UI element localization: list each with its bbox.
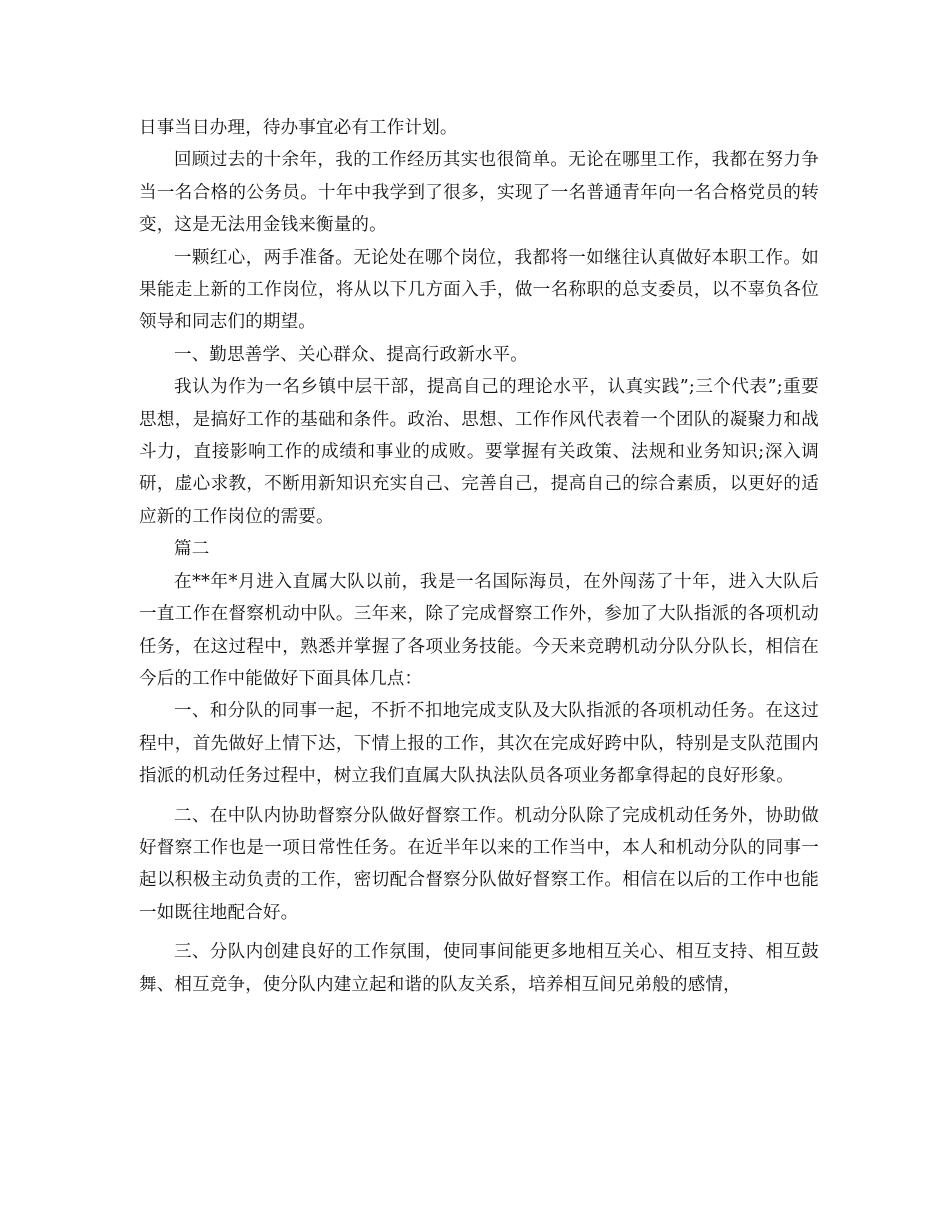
paragraph-8: 一、和分队的同事一起，不折不扣地完成支队及大队指派的各项机动任务。在这过程中，首先做好上情下达，下情上报的工作，其次在完成好跨中队，特别是支队范围内指派的机动任务过程中，树立我们直属大队执法队员各项业务都拿得起的良好形象。 xyxy=(139,701,819,787)
paragraph-4-heading: 一、勤思善学、关心群众、提高行政新水平。 xyxy=(174,344,528,365)
document-body xyxy=(139,112,819,1001)
paragraph-7: 在**年*月进入直属大队以前，我是一名国际海员，在外闯荡了十年，进入大队后一直工作在督察机动中队。三年来，除了完成督察工作外，参加了大队指派的各项机动任务，在这过程中，熟悉并掌握了各项业务技能。今天来竞聘机动分队分队长，相信在今后的工作中能做好下面具体几点： xyxy=(139,571,819,689)
paragraph-3: 一颗红心，两手准备。无论处在哪个岗位，我都将一如继往认真做好本职工作。如果能走上新的工作岗位，将从以下几方面入手，做一名称职的总支委员，以不辜负各位领导和同志们的期望。 xyxy=(139,247,819,333)
paragraph-5: 我认为作为一名乡镇中层干部，提高自己的理论水平，认真实践”;三个代表”;重要思想，是搞好工作的基础和条件。政治、思想、工作作风代表着一个团队的凝聚力和战斗力，直接影响工作的成绩和事业的成败。要掌握有关政策、法规和业务知识;深入调研，虚心求教，不断用新知识充实自己、完善自己，提高自己的综合素质，以更好的适应新的工作岗位的需要。 xyxy=(139,377,819,527)
paragraph-9: 二、在中队内协助督察分队做好督察工作。机动分队除了完成机动任务外，协助做好督察工作也是一项日常性任务。在近半年以来的工作当中，本人和机动分队的同事一起以积极主动负责的工作，密切配合督察分队做好督察工作。相信在以后的工作中也能一如既往地配合好。 xyxy=(139,805,819,923)
paragraph-10: 三、分队内创建良好的工作氛围，使同事间能更多地相互关心、相互支持、相互鼓舞、相互竞争，使分队内建立起和谐的队友关系，培养相互间兄弟般的感情， xyxy=(139,942,819,995)
paragraph-1: 日事当日办理，待办事宜必有工作计划。 xyxy=(139,118,458,138)
paragraph-2: 回顾过去的十余年，我的工作经历其实也很简单。无论在哪里工作，我都在努力争当一名合格的公务员。十年中我学到了很多，实现了一名普通青年向一名合格党员的转变，这是无法用金钱来衡量的。 xyxy=(139,150,819,236)
section-title-part-two: 篇二 xyxy=(174,539,210,560)
